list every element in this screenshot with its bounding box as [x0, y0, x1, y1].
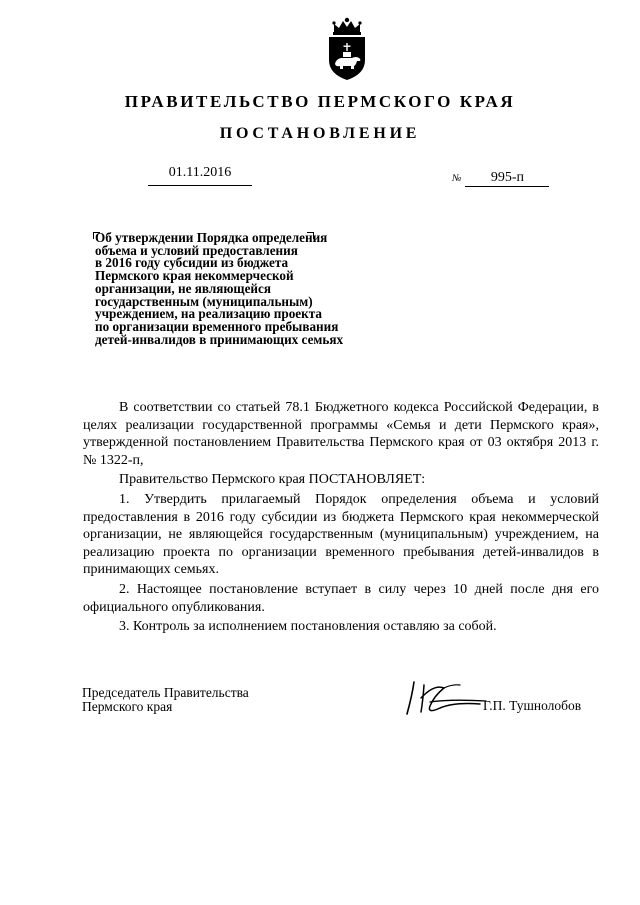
- coat-of-arms-icon: [322, 16, 372, 82]
- signer-position-line: Пермского края: [82, 699, 173, 714]
- document-number: 995-п: [465, 170, 549, 187]
- body-paragraph: 1. Утвердить прилагаемый Порядок определения объема и условий предоставления в 2016 году субсидии из бюджета Пермского края некоммерческой организации, не являющейся государственным (муниципальным) учреждением, на реализацию проекта по организации временного пребывания детей-инвалидов в принимающих семьях.: [83, 491, 599, 578]
- document-date: 01.11.2016: [148, 164, 252, 186]
- subject-bracket-right: [307, 232, 314, 239]
- body-paragraph: 2. Настоящее постановление вступает в силу через 10 дней после дня его официального опубликования.: [83, 581, 599, 615]
- subject-line: учреждением, на реализацию проекта: [95, 306, 322, 322]
- subject-bracket-left: [93, 232, 100, 239]
- body-paragraph: 3. Контроль за исполнением постановления оставляю за собой.: [119, 619, 497, 635]
- subject-line: организации, не являющейся: [95, 280, 272, 296]
- signer-position: [82, 686, 249, 714]
- number-sign: №: [452, 173, 462, 184]
- document-subject: [93, 232, 393, 346]
- subject-line: детей-инвалидов в принимающих семьях: [95, 331, 344, 347]
- document-body: [83, 399, 599, 636]
- subject-line: Пермского края некоммерческой: [95, 268, 294, 284]
- subject-line: Об утверждении Порядка определения: [95, 230, 328, 245]
- signer-position-line: Председатель Правительства: [82, 685, 249, 700]
- document-number-field: [452, 170, 549, 187]
- subject-line: объема и условий предоставления: [95, 242, 298, 258]
- subject-line: в 2016 году субсидии из бюджета: [95, 255, 289, 271]
- signer-name: Г.П. Тушнолобов: [483, 698, 582, 713]
- body-paragraph: Правительство Пермского края ПОСТАНОВЛЯЕТ:: [119, 472, 426, 488]
- organization-title: ПРАВИТЕЛЬСТВО ПЕРМСКОГО КРАЯ: [124, 92, 516, 111]
- handwritten-signature-icon: [400, 676, 490, 724]
- subject-line: государственным (муниципальным): [95, 293, 313, 309]
- subject-line: по организации временного пребывания: [95, 318, 339, 334]
- body-paragraph: В соответствии со статьей 78.1 Бюджетного кодекса Российской Федерации, в целях реализации государственной программы «Семья и дети Пермского края», утвержденной постановлением Правительства Пермского края от 03 октября 2013 г. № 1322-п,: [83, 400, 599, 468]
- document-type: ПОСТАНОВЛЕНИЕ: [219, 125, 421, 142]
